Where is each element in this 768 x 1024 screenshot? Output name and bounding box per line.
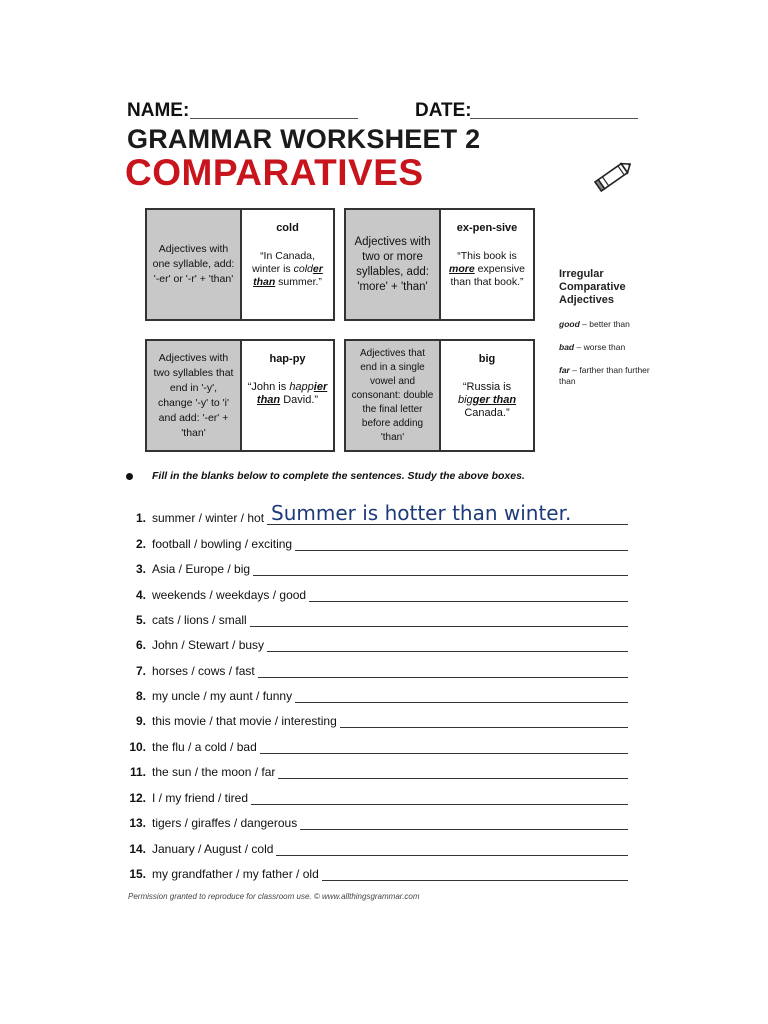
question-number: 2.: [135, 537, 146, 551]
answer-blank[interactable]: [295, 534, 628, 551]
question-row: [124, 683, 634, 703]
answer-blank[interactable]: [260, 737, 628, 754]
answer-blank[interactable]: [251, 788, 628, 805]
question-row: [124, 632, 634, 652]
rule-box-ending-y: [145, 339, 335, 452]
rule-example: [441, 210, 533, 319]
question-row: [124, 582, 634, 602]
question-number: 13.: [129, 816, 146, 830]
bullet-icon: [126, 473, 133, 480]
irregular-item: good – better than: [559, 319, 630, 329]
question-number: 10.: [129, 740, 146, 754]
example-word: big: [478, 353, 496, 365]
question-number: 15.: [129, 867, 146, 881]
question-prompt: football / bowling / exciting: [152, 537, 293, 551]
answer-blank[interactable]: [267, 635, 628, 652]
example-sentence: “In Canada, winter is colder than summer.”: [252, 250, 323, 288]
question-prompt: the sun / the moon / far: [152, 765, 276, 779]
rule-text: Adjectives with one syllable, add: '-er' or '-r' + 'than': [147, 210, 242, 319]
irregular-item: bad – worse than: [559, 342, 626, 352]
question-number: 8.: [135, 689, 146, 703]
name-input[interactable]: [190, 118, 358, 119]
answer-text: Summer is hotter than winter.: [271, 501, 572, 525]
rule-example: [242, 210, 333, 319]
question-number: 11.: [129, 765, 146, 779]
question-row: [124, 556, 634, 576]
worksheet-subtitle: COMPARATIVES: [125, 152, 424, 193]
question-row: [124, 836, 634, 856]
answer-blank[interactable]: [250, 610, 628, 627]
name-label: NAME:: [127, 100, 190, 121]
question-number: 5.: [135, 613, 146, 627]
question-prompt: horses / cows / fast: [152, 664, 255, 678]
answer-blank[interactable]: [340, 711, 628, 728]
question-row: [124, 785, 634, 805]
example-word: hap-py: [269, 353, 306, 365]
question-prompt: the flu / a cold / bad: [152, 740, 257, 754]
question-prompt: my grandfather / my father / old: [152, 867, 319, 881]
irregular-item: far – farther than further than: [559, 365, 650, 386]
question-number: 14.: [129, 842, 146, 856]
question-number: 4.: [135, 588, 146, 602]
date-input[interactable]: [470, 118, 638, 119]
question-prompt: I / my friend / tired: [152, 791, 249, 805]
rule-example: [242, 341, 333, 450]
question-prompt: my uncle / my aunt / funny: [152, 689, 293, 703]
irregular-adjectives: [559, 268, 659, 387]
worksheet-title: GRAMMAR WORKSHEET 2: [127, 124, 481, 154]
question-prompt: weekends / weekdays / good: [152, 588, 307, 602]
instruction-text: Fill in the blanks below to complete the sentences. Study the above boxes.: [152, 470, 525, 482]
answer-blank[interactable]: [300, 813, 628, 830]
rule-text: Adjectives with two syllables that end in '-y', change '-y' to 'i' and add: '-er' + 'than': [147, 341, 242, 450]
question-prompt: January / August / cold: [152, 842, 274, 856]
example-word: ex-pen-sive: [456, 222, 518, 234]
question-row: [124, 810, 634, 830]
example-sentence: “Russia is bigger than Canada.”: [457, 381, 517, 419]
question-prompt: John / Stewart / busy: [152, 638, 265, 652]
question-row: [124, 734, 634, 754]
answer-blank[interactable]: [253, 559, 628, 576]
example-word: cold: [276, 222, 299, 234]
pencil-icon: [593, 158, 635, 194]
question-row: [124, 658, 634, 678]
question-number: 6.: [135, 638, 146, 652]
question-prompt: cats / lions / small: [152, 613, 247, 627]
example-sentence: “John is happier than David.”: [247, 381, 328, 406]
question-number: 12.: [129, 791, 146, 805]
question-prompt: tigers / giraffes / dangerous: [152, 816, 298, 830]
question-prompt: this movie / that movie / interesting: [152, 714, 337, 728]
question-row: [124, 759, 634, 779]
answer-blank[interactable]: [258, 661, 628, 678]
irregular-heading: Irregular Comparative Adjectives: [559, 268, 626, 306]
answer-blank[interactable]: [278, 762, 628, 779]
question-row: [124, 607, 634, 627]
question-row: [124, 531, 634, 551]
answer-blank[interactable]: [267, 501, 628, 525]
question-number: 1.: [135, 511, 146, 525]
date-label: DATE:: [415, 100, 472, 121]
question-prompt: summer / winter / hot: [152, 511, 265, 525]
question-row: [124, 861, 634, 881]
example-sentence: “This book is more expensive than that book.”: [449, 250, 525, 288]
question-row: [124, 708, 634, 728]
question-number: 9.: [135, 714, 146, 728]
question-number: 7.: [135, 664, 146, 678]
question-number: 3.: [135, 562, 146, 576]
answer-blank[interactable]: [276, 839, 628, 856]
question-prompt: Asia / Europe / big: [152, 562, 251, 576]
answer-blank[interactable]: [295, 686, 628, 703]
rule-text: Adjectives with two or more syllables, add: 'more' + 'than': [346, 210, 441, 319]
answer-blank[interactable]: [322, 864, 628, 881]
rule-text: Adjectives that end in a single vowel and consonant: double the final letter before adding 'than': [346, 341, 441, 450]
question-row: [124, 501, 634, 525]
rule-box-one-syllable: [145, 208, 335, 321]
rule-box-two-syllables: [344, 208, 535, 321]
rule-example: [441, 341, 533, 450]
rule-box-double-consonant: [344, 339, 535, 452]
footer-credit: Permission granted to reproduce for classroom use. © www.allthingsgrammar.com: [128, 892, 420, 901]
answer-blank[interactable]: [309, 585, 628, 602]
